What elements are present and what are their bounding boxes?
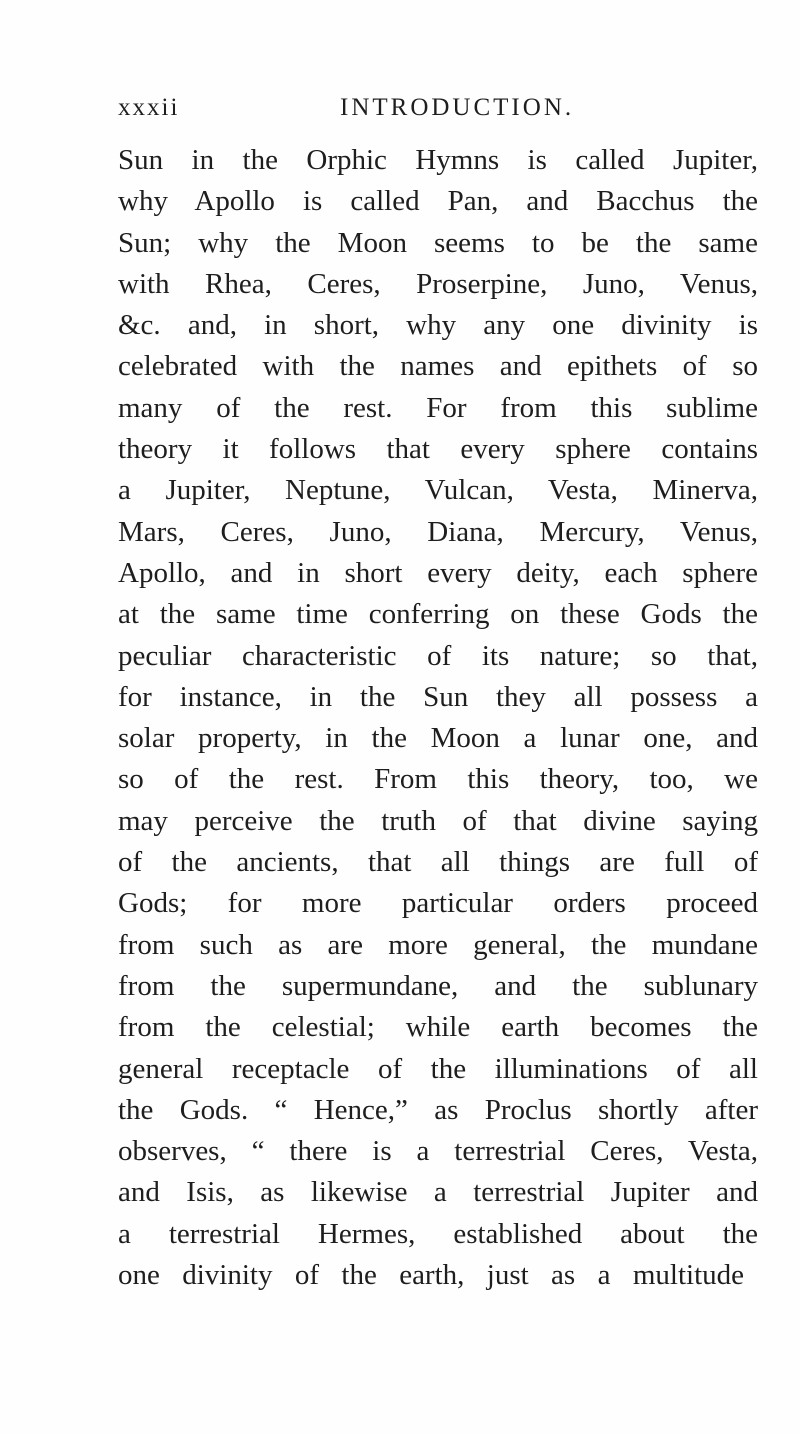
text-line: from such as are more general, the mundane (118, 928, 758, 961)
text-line: for instance, in the Sun they all possess a (118, 680, 758, 713)
text-line: a Jupiter, Neptune, Vulcan, Vesta, Minerva, (118, 474, 758, 507)
text-line: of the ancients, that all things are full of (118, 846, 758, 879)
text-line: celebrated with the names and epithets of so (118, 350, 758, 383)
text-line: many of the rest. For from this sublime (118, 391, 758, 424)
running-title: INTRODUCTION. (340, 94, 575, 121)
text-line: general receptacle of the illuminations of all (118, 1052, 758, 1085)
text-line: and Isis, as likewise a terrestrial Jupiter and (118, 1176, 758, 1209)
text-line: Sun; why the Moon seems to be the same (118, 226, 758, 259)
text-line: may perceive the truth of that divine saying (118, 804, 758, 837)
text-line: at the same time conferring on these Gods the (118, 598, 758, 631)
text-line: from the supermundane, and the sublunary (118, 969, 758, 1002)
text-line: from the celestial; while earth becomes the (118, 1011, 758, 1044)
text-line: with Rhea, Ceres, Proserpine, Juno, Venus, (118, 267, 758, 300)
text-line: observes, “ there is a terrestrial Ceres, Vesta, (118, 1135, 758, 1168)
text-line: &c. and, in short, why any one divinity is (118, 309, 758, 342)
text-line: Mars, Ceres, Juno, Diana, Mercury, Venus, (118, 515, 758, 548)
text-line: peculiar characteristic of its nature; so that, (118, 639, 758, 672)
text-line: one divinity of the earth, just as a multitude (118, 1259, 744, 1292)
text-line: the Gods. “ Hence,” as Proclus shortly after (118, 1093, 758, 1126)
text-line: solar property, in the Moon a lunar one, and (118, 722, 758, 755)
running-head (118, 94, 678, 134)
text-line: Apollo, and in short every deity, each sphere (118, 556, 758, 589)
body-text (118, 140, 758, 1296)
text-line: a terrestrial Hermes, established about the (118, 1217, 758, 1250)
text-line: Sun in the Orphic Hymns is called Jupiter, (118, 144, 758, 176)
page-number: xxxii (118, 94, 180, 121)
text-line: why Apollo is called Pan, and Bacchus the (118, 185, 758, 218)
text-line: so of the rest. From this theory, too, we (118, 763, 758, 796)
text-line: Gods; for more particular orders proceed (118, 887, 758, 920)
text-line: theory it follows that every sphere contains (118, 433, 758, 466)
